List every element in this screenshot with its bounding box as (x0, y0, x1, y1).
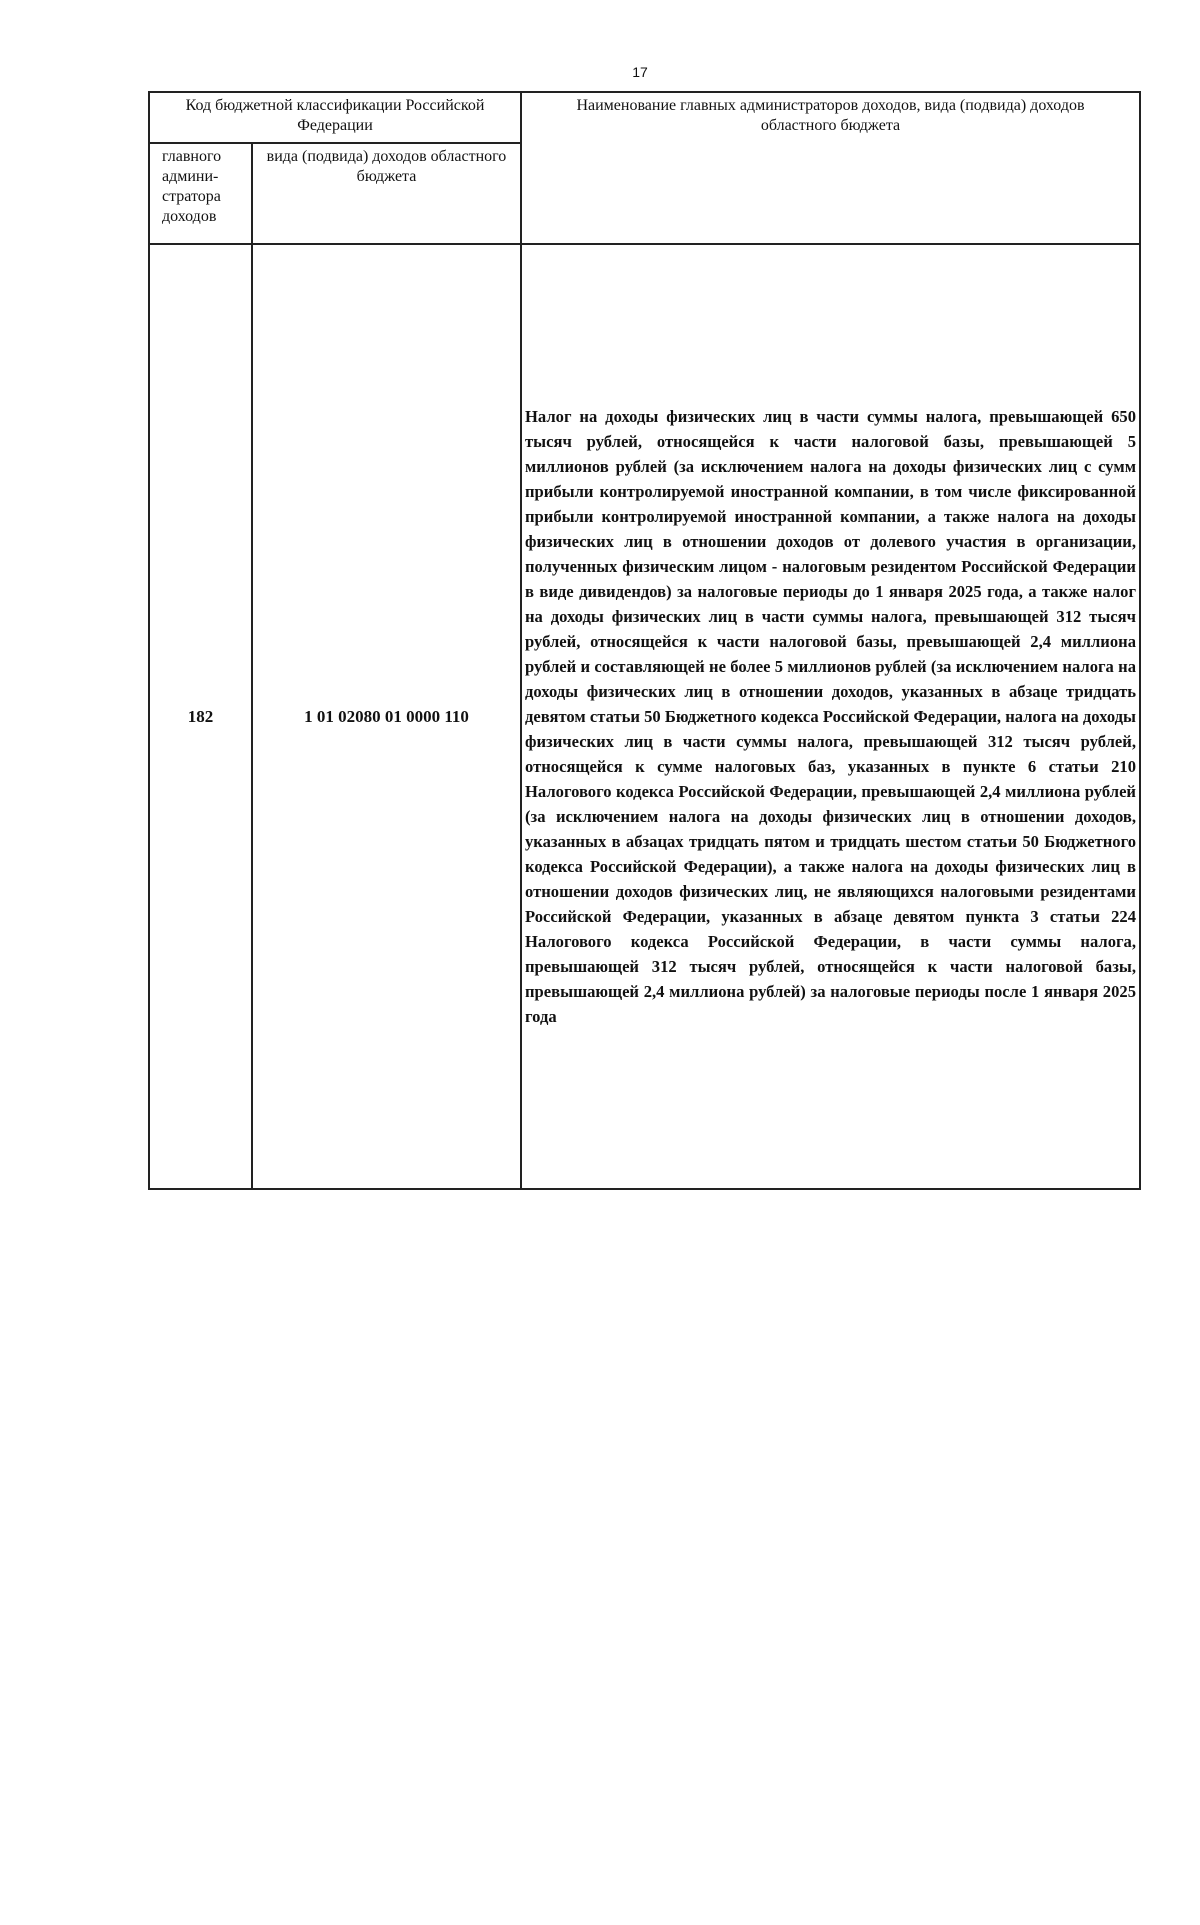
header-name: Наименование главных администраторов доходов, вида (подвида) доходов областного бюджета (521, 92, 1140, 244)
admin-code-cell: 182 (149, 244, 252, 1189)
page-number: 17 (632, 64, 648, 80)
income-code-cell: 1 01 02080 01 0000 110 (252, 244, 521, 1189)
header-income-code: вида (подвида) доходов областного бюджета (252, 143, 521, 244)
description-cell: Налог на доходы физических лиц в части суммы налога, превышающей 650 тысяч рублей, относящейся к части налоговой базы, превышающей 5 миллионов рублей (за исключением налога на доходы физических лиц с сумм прибыли контролируемой иностранной компании, в том числе фиксированной прибыли контролируемой иностранной компании, а также налога на доходы физических лиц в отношении доходов от долевого участия в организации, полученных физическим лицом - налоговым резидентом Российской Федерации в виде дивидендов) за налоговые периоды до 1 января 2025 года, а также налог на доходы физических лиц в части суммы налога, превышающей 312 тысяч рублей, относящейся к части налоговой базы, превышающей 2,4 миллиона рублей и составляющей не более 5 миллионов рублей (за исключением налога на доходы физических лиц в отношении доходов, указанных в абзаце тридцать девятом статьи 50 Бюджетного кодекса Российской Федерации, налога на доходы физических лиц в части суммы налога, превышающей 312 тысяч рублей, относящейся к сумме налоговых баз, указанных в пункте 6 статьи 210 Налогового кодекса Российской Федерации, превышающей 2,4 миллиона рублей (за исключением налога на доходы физических лиц в отношении доходов, указанных в абзацах тридцать пятом и тридцать шестом статьи 50 Бюджетного кодекса Российской Федерации), а также налога на доходы физических лиц в отношении доходов физических лиц, не являющихся налоговыми резидентами Российской Федерации, указанных в абзаце девятом пункта 3 статьи 224 Налогового кодекса Российской Федерации, в части суммы налога, превышающей 312 тысяч рублей, относящейся к части налоговой базы, превышающей 2,4 миллиона рублей) за налоговые периоды после 1 января 2025 года (521, 244, 1140, 1189)
table-row (149, 244, 1140, 1189)
table-header-row (149, 92, 1140, 143)
header-group-code: Код бюджетной классификации Российской Федерации (149, 92, 521, 143)
header-admin-code: главного админи-стратора доходов (149, 143, 252, 244)
budget-classification-table (148, 91, 1141, 1190)
